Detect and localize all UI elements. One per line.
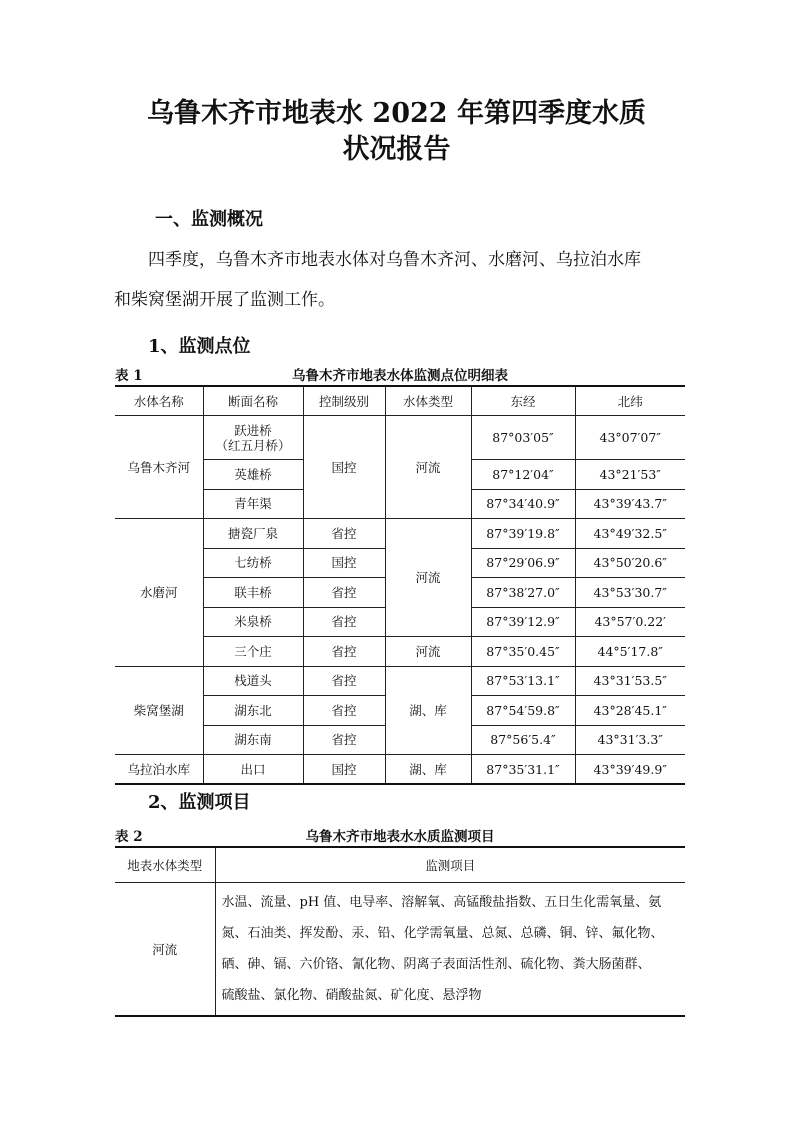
longitude-cell: 87°38′27.0″ xyxy=(471,578,575,608)
level-cell: 省控 xyxy=(303,519,385,549)
level-cell: 省控 xyxy=(303,696,385,726)
longitude-cell: 87°35′31.1″ xyxy=(471,755,575,785)
level-cell: 国控 xyxy=(303,416,385,519)
header-water-body: 水体名称 xyxy=(115,386,203,416)
section-cell: 出口 xyxy=(203,755,303,785)
header-longitude: 东经 xyxy=(471,386,575,416)
level-cell: 省控 xyxy=(303,725,385,755)
latitude-cell: 43°50′20.6″ xyxy=(575,548,685,578)
latitude-cell: 44°5′17.8″ xyxy=(575,637,685,667)
table1-caption xyxy=(115,364,685,384)
report-title-line1: 乌鲁木齐市地表水 2022 年第四季度水质 xyxy=(147,98,646,129)
type-cell: 湖、库 xyxy=(385,666,471,755)
section-cell: 米泉桥 xyxy=(203,607,303,637)
subsection1-heading: 1、监测点位 xyxy=(148,336,251,357)
table1-title: 乌鲁木齐市地表水体监测点位明细表 xyxy=(292,368,508,384)
header-items: 监测项目 xyxy=(215,847,685,883)
table-row xyxy=(115,755,685,785)
table-row xyxy=(115,519,685,549)
table2-title: 乌鲁木齐市地表水水质监测项目 xyxy=(305,829,495,845)
section-cell xyxy=(203,416,303,460)
longitude-cell: 87°34′40.9″ xyxy=(471,489,575,519)
water-body-cell: 水磨河 xyxy=(115,519,203,667)
longitude-cell: 87°56′5.4″ xyxy=(471,725,575,755)
report-title-line2: 状况报告 xyxy=(342,134,451,165)
table-header-row xyxy=(115,847,685,883)
header-latitude: 北纬 xyxy=(575,386,685,416)
section1-heading: 一、监测概况 xyxy=(155,209,263,230)
longitude-cell: 87°03′05″ xyxy=(471,416,575,460)
latitude-cell: 43°57′0.22′ xyxy=(575,607,685,637)
table2-caption xyxy=(115,825,685,845)
water-body-cell: 乌拉泊水库 xyxy=(115,755,203,785)
section1-paragraph-line2: 和柴窝堡湖开展了监测工作。 xyxy=(114,290,335,310)
type-cell: 河流 xyxy=(385,519,471,637)
section-cell: 搪瓷厂泉 xyxy=(203,519,303,549)
items-line: 硒、砷、镉、六价铬、氰化物、阴离子表面活性剂、硫化物、粪大肠菌群、 xyxy=(221,957,651,972)
latitude-cell: 43°49′32.5″ xyxy=(575,519,685,549)
table-row xyxy=(115,416,685,460)
level-cell: 国控 xyxy=(303,755,385,785)
longitude-cell: 87°39′19.8″ xyxy=(471,519,575,549)
section-cell: 青年渠 xyxy=(203,489,303,519)
level-cell: 省控 xyxy=(303,578,385,608)
type-cell: 河流 xyxy=(385,637,471,667)
section-alias: （红五月桥） xyxy=(215,437,291,453)
header-level: 控制级别 xyxy=(303,386,385,416)
section-cell: 联丰桥 xyxy=(203,578,303,608)
water-type-cell: 河流 xyxy=(115,883,215,1017)
table-row xyxy=(115,883,685,1017)
latitude-cell: 43°39′43.7″ xyxy=(575,489,685,519)
items-cell xyxy=(215,883,685,1017)
level-cell: 省控 xyxy=(303,637,385,667)
level-cell: 国控 xyxy=(303,548,385,578)
latitude-cell: 43°21′53″ xyxy=(575,460,685,490)
longitude-cell: 87°54′59.8″ xyxy=(471,696,575,726)
monitoring-sites-table xyxy=(115,385,685,785)
items-line: 水温、流量、pH 值、电导率、溶解氧、高锰酸盐指数、五日生化需氧量、氨 xyxy=(221,895,662,910)
section-cell: 湖东南 xyxy=(203,725,303,755)
table1-number: 表 1 xyxy=(115,368,143,384)
latitude-cell: 43°31′3.3″ xyxy=(575,725,685,755)
latitude-cell: 43°07′07″ xyxy=(575,416,685,460)
header-section: 断面名称 xyxy=(203,386,303,416)
table-header-row xyxy=(115,386,685,416)
table2-number: 表 2 xyxy=(115,829,143,845)
longitude-cell: 87°53′13.1″ xyxy=(471,666,575,696)
monitoring-items-table xyxy=(115,846,685,1017)
items-line: 硫酸盐、氯化物、硝酸盐氮、矿化度、悬浮物 xyxy=(221,988,482,1003)
latitude-cell: 43°53′30.7″ xyxy=(575,578,685,608)
header-water-type: 地表水体类型 xyxy=(115,847,215,883)
longitude-cell: 87°12′04″ xyxy=(471,460,575,490)
latitude-cell: 43°31′53.5″ xyxy=(575,666,685,696)
section-cell: 栈道头 xyxy=(203,666,303,696)
report-title xyxy=(0,96,793,168)
header-type: 水体类型 xyxy=(385,386,471,416)
subsection2-heading: 2、监测项目 xyxy=(148,792,251,813)
type-cell: 河流 xyxy=(385,416,471,519)
latitude-cell: 43°28′45.1″ xyxy=(575,696,685,726)
water-body-cell: 柴窝堡湖 xyxy=(115,666,203,755)
level-cell: 省控 xyxy=(303,607,385,637)
level-cell: 省控 xyxy=(303,666,385,696)
section-cell: 英雄桥 xyxy=(203,460,303,490)
longitude-cell: 87°29′06.9″ xyxy=(471,548,575,578)
table-row xyxy=(115,666,685,696)
water-body-cell: 乌鲁木齐河 xyxy=(115,416,203,519)
longitude-cell: 87°39′12.9″ xyxy=(471,607,575,637)
section1-paragraph-line1: 四季度，乌鲁木齐市地表水体对乌鲁木齐河、水磨河、乌拉泊水库 xyxy=(148,250,641,270)
section-cell: 湖东北 xyxy=(203,696,303,726)
section-cell: 七纺桥 xyxy=(203,548,303,578)
section-cell: 三个庄 xyxy=(203,637,303,667)
longitude-cell: 87°35′0.45″ xyxy=(471,637,575,667)
section-name: 跃进桥 xyxy=(234,422,272,438)
type-cell: 湖、库 xyxy=(385,755,471,785)
latitude-cell: 43°39′49.9″ xyxy=(575,755,685,785)
items-line: 氮、石油类、挥发酚、汞、铅、化学需氧量、总氮、总磷、铜、锌、氟化物、 xyxy=(221,926,664,941)
